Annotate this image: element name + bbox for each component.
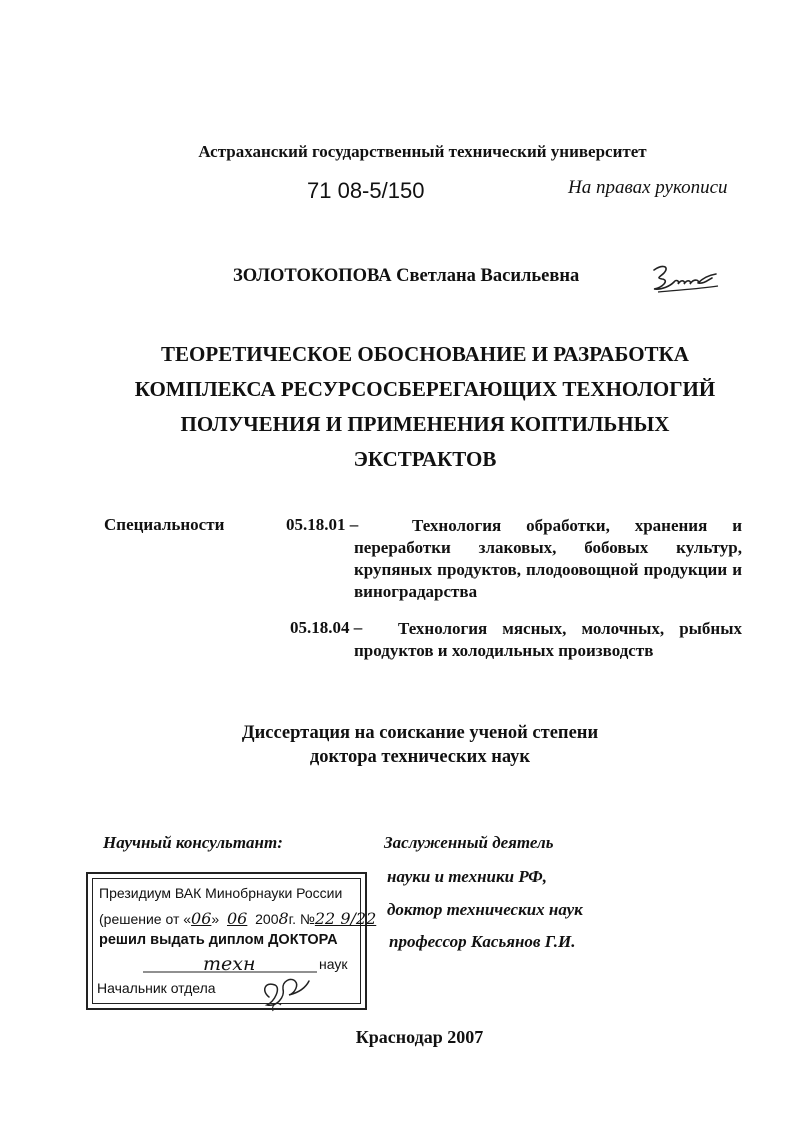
stamp-text: »	[211, 911, 220, 927]
stamp-line: Начальник отдела	[97, 980, 216, 996]
specialty-code: 05.18.04 –	[290, 618, 363, 637]
handwritten-year: 8	[278, 909, 289, 928]
author-name: ЗОЛОТОКОПОВА Светлана Васильевна	[233, 266, 580, 286]
title-line: ПОЛУЧЕНИЯ И ПРИМЕНЕНИЯ КОПТИЛЬНЫХ	[180, 412, 670, 436]
specialty-description: Технология мясных, молочных, рыбных продуктов и холодильных производств	[354, 619, 742, 660]
handwritten-number: 22 9/22	[314, 909, 377, 928]
stamp-decision-line	[99, 909, 376, 928]
official-signature	[255, 971, 315, 1015]
consultant-title: Заслуженный деятель	[384, 833, 554, 852]
dissertation-title	[100, 337, 750, 477]
handwritten-field: техн	[203, 953, 256, 975]
stamp-line: решил выдать диплом ДОКТОРА	[99, 932, 338, 948]
consultant-name: профессор Касьянов Г.И.	[389, 932, 576, 951]
author-signature	[648, 262, 720, 296]
title-line: КОМПЛЕКСА РЕСУРСОСБЕРЕГАЮЩИХ ТЕХНОЛОГИЙ	[134, 377, 716, 401]
consultant-label: Научный консультант:	[103, 833, 283, 852]
consultant-title: науки и техники РФ,	[387, 867, 547, 886]
title-line: ТЕОРЕТИЧЕСКОЕ ОБОСНОВАНИЕ И РАЗРАБОТКА	[161, 342, 689, 366]
degree-statement	[0, 721, 793, 769]
stamp-line: Президиум ВАК Минобрнауки России	[99, 885, 343, 901]
specialty-description: Технология обработки, хранения и переработки злаковых, бобовых культур, крупяных продуктов, плодоовощной продукции и виноградарства	[354, 516, 742, 601]
stamp-line: наук	[319, 956, 348, 972]
registration-number: 71 08-5/150	[307, 178, 425, 203]
title-line: ЭКСТРАКТОВ	[353, 447, 497, 471]
university-name: Астраханский государственный технический университет	[198, 142, 647, 161]
consultant-degree: доктор технических наук	[387, 900, 583, 919]
city-year: Краснодар 2007	[355, 1027, 484, 1047]
handwritten-day: 06	[191, 909, 212, 928]
stamp-text: (решение от «	[99, 911, 192, 927]
stamp-text: 200	[255, 911, 279, 927]
degree-line: доктора технических наук	[309, 747, 531, 767]
specialty-code: 05.18.01 –	[286, 515, 359, 534]
degree-line: Диссертация на соискание ученой степени	[241, 723, 599, 743]
stamp-text: г. №	[288, 911, 315, 927]
handwritten-month: 06	[226, 909, 248, 928]
manuscript-note: На правах рукописи	[568, 177, 728, 198]
stamp-inner-border	[92, 878, 377, 1004]
vak-stamp	[86, 872, 377, 1010]
specialties-label: Специальности	[104, 515, 225, 534]
